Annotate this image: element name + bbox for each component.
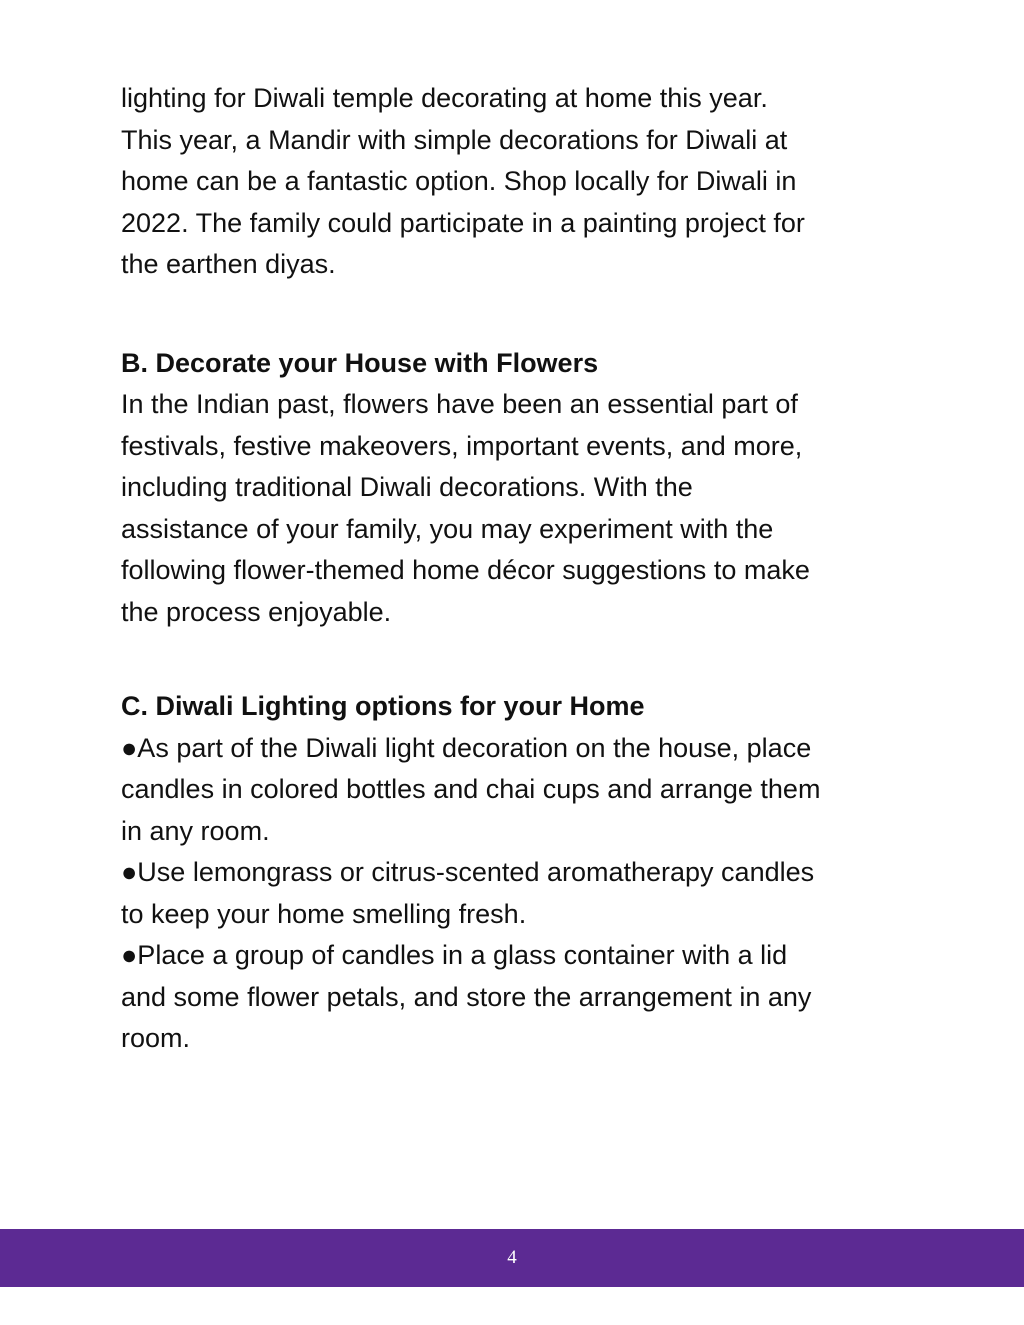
bullet-line: in any room. (121, 815, 270, 846)
paragraph-line: including traditional Diwali decorations. With the (121, 472, 693, 502)
bullet-line: ●Use lemongrass or citrus-scented aromatherapy candles (121, 857, 815, 887)
section-c (121, 686, 921, 1060)
bullet-line: room. (121, 1023, 191, 1053)
bullet-line: and some flower petals, and store the arrangement in any (121, 981, 812, 1012)
section-c-heading: C. Diwali Lighting options for your Home (121, 691, 645, 721)
bullet-line: to keep your home smelling fresh. (121, 898, 527, 929)
paragraph-line: the earthen diyas. (121, 249, 336, 279)
paragraph-line: following flower-themed home décor suggestions to make (121, 555, 810, 585)
bullet-line: ●As part of the Diwali light decoration on the house, place (121, 732, 812, 763)
section-a-paragraph (121, 78, 921, 286)
section-b (121, 343, 921, 634)
paragraph-line: lighting for Diwali temple decorating at home this year. (121, 83, 768, 113)
paragraph-line: festivals, festive makeovers, important events, and more, (121, 430, 803, 461)
page-number: 4 (507, 1247, 517, 1268)
paragraph-line: In the Indian past, flowers have been an essential part of (121, 389, 798, 419)
section-b-heading: B. Decorate your House with Flowers (121, 347, 599, 378)
paragraph-line: home can be a fantastic option. Shop locally for Diwali in (121, 166, 797, 196)
bullet-line: candles in colored bottles and chai cups and arrange them (121, 774, 821, 804)
paragraph-line: 2022. The family could participate in a painting project for (121, 207, 805, 238)
page-footer (0, 1229, 1024, 1287)
bullet-line: ●Place a group of candles in a glass container with a lid (121, 940, 788, 970)
paragraph-line: the process enjoyable. (121, 596, 392, 627)
paragraph-line: This year, a Mandir with simple decorations for Diwali at (121, 124, 788, 155)
paragraph-line: assistance of your family, you may experiment with the (121, 513, 774, 544)
document-body (121, 78, 921, 1060)
